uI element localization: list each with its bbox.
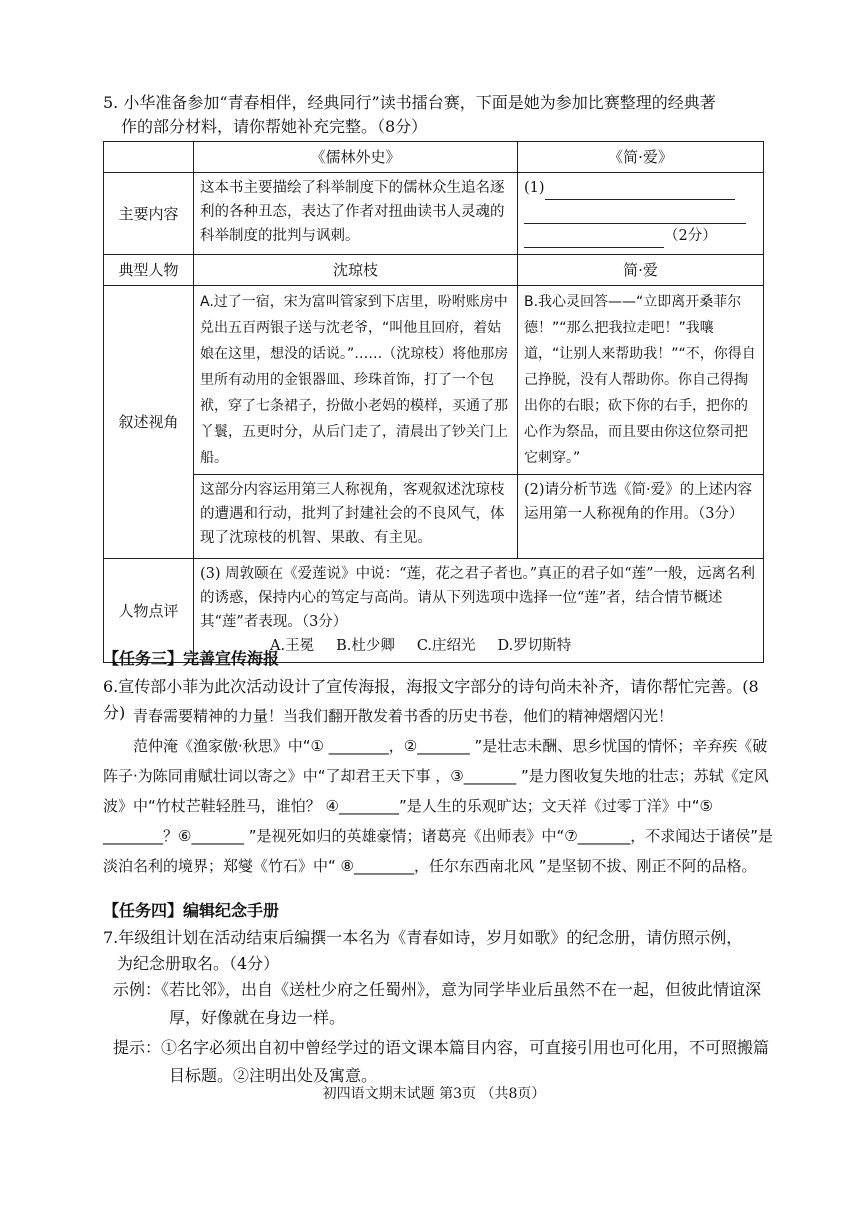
option-c[interactable]: C.庄绍光 <box>416 638 476 654</box>
header-jane-eyre: 《简·爱》 <box>518 142 764 173</box>
task-4-heading: 【任务四】编辑纪念手册 <box>103 901 280 920</box>
book-comparison-table <box>103 141 764 663</box>
question-6-poster-text[interactable] <box>103 701 773 881</box>
main-content-rulin: 这本书主要描绘了科举制度下的儒林众生追名逐利的各种丑态，表达了作者对扭曲读书人灵魂的科举制度的批判与讽刺。 <box>194 173 518 255</box>
question-7-guidance <box>113 976 773 1090</box>
label-typical-person: 典型人物 <box>104 255 194 286</box>
passage-a: A.过了一宿，宋为富叫管家到下店里，吩咐账房中兑出五百两银子送与沈老爷，“叫他且回府，着姑娘在这里，想没的话说。”……（沈琼枝）将他那房里所有动用的金银器皿、珍珠首饰，打了一个包袱，穿了七条裙子，扮做小老妈的模样，买通了那丫鬟，五更时分，从后门走了，清晨出了钞关门上船。 <box>194 286 518 475</box>
person-jane-eyre: 简·爱 <box>518 255 764 286</box>
table-corner-cell <box>104 142 194 173</box>
option-b[interactable]: B.杜少卿 <box>336 638 395 654</box>
option-d[interactable]: D.罗切斯特 <box>497 638 572 654</box>
question-5-stem <box>103 91 803 139</box>
page-footer: 初四语文期末试题 第3页 （共8页） <box>322 1086 546 1102</box>
poster-poem-blanks[interactable]: 范仲淹《渔家傲·秋思》中“① ________，②_______ ”是壮志未酬、思乡忧国的情怀；辛弃疾《破阵子·为陈同甫赋壮词以寄之》中“了却君王天下事 ，③_______ ”是力图收复失地的壮志；苏轼《定风波》中“竹杖芒鞋轻胜马，谁怕？ ④________”是人生的乐观旷达；文天祥《过零丁洋》中“⑤ ________？⑥_______ ”是视死如归的英雄豪情；诸葛亮《出师表》中“⑦_______，不求闻达于诸侯”是淡泊名利的境界；郑燮《竹石》中“ ⑧________，任尔东西南北风 ”是坚韧不拔、刚正不阿的品格。 <box>103 737 773 875</box>
question-5-line2: 作的部分材料，请你帮她补充完整。（8分） <box>121 117 428 136</box>
comment-options <box>200 634 757 658</box>
option-a[interactable]: A.王冕 <box>270 638 315 654</box>
question-7-line1: 7.年级组计划在活动结束后编撰一本名为《青春如诗，岁月如歌》的纪念册，请仿照示例， <box>103 928 743 947</box>
blank-1-score: （2分） <box>664 228 717 244</box>
comment-question: (3) 周敦颐在《爱莲说》中说：“莲，花之君子者也。”真正的君子如“莲”一般，远离名利的诱惑，保持内心的笃定与高尚。请从下列选项中选择一位“莲”者，结合情节概述其“莲”者表现。（3分） <box>200 566 756 630</box>
header-rulin: 《儒林外史》 <box>194 142 518 173</box>
example-text: 示例：《若比邻》，出自《送杜少府之任蜀州》，意为同学毕业后虽然不在一起，但彼此情谊深厚，好像就在身边一样。 <box>113 980 762 1027</box>
task-3-heading: 【任务三】完善宣传海报 <box>103 649 280 668</box>
label-character-comment: 人物点评 <box>104 559 194 663</box>
label-narrative-view: 叙述视角 <box>104 286 194 559</box>
question-7-line2: 为纪念册取名。（4分） <box>117 954 280 973</box>
passage-b: B.我心灵回答——“立即离开桑菲尔德！”“那么把我拉走吧！”我嚷道，“让别人来帮助我！”“不，你得自己挣脱，没有人帮助你。你自己得掏出你的右眼；砍下你的右手，把你的心作为祭品，而且要由你这位祭司把它刺穿。” <box>518 286 764 475</box>
label-main-content: 主要内容 <box>104 173 194 255</box>
question-6-stem: 6.宣传部小菲为此次活动设计了宣传海报，海报文字部分的诗句尚未补齐，请你帮忙完善。(8分) <box>103 677 759 722</box>
poster-intro: 青春需要精神的力量！当我们翻开散发着书香的历史书卷，他们的精神熠熠闪光！ <box>133 707 674 725</box>
person-shen-qiongzhi: 沈琼枝 <box>194 255 518 286</box>
view-question-b[interactable]: (2)请分析节选《简·爱》的上述内容运用第一人称视角的作用。（3分） <box>518 475 764 559</box>
main-content-jane-blank[interactable] <box>518 173 764 255</box>
question-5-line1: 5. 小华准备参加“青春相伴，经典同行”读书擂台赛，下面是她为参加比赛整理的经典著 <box>103 93 716 112</box>
question-7-stem <box>103 925 773 977</box>
view-analysis-a: 这部分内容运用第三人称视角，客观叙述沈琼枝的遭遇和行动，批判了封建社会的不良风气，体现了沈琼枝的机智、果敢、有主见。 <box>194 475 518 559</box>
blank-1-number: (1) <box>524 180 545 196</box>
hint-text: 提示：①名字必须出自初中曾经学过的语文课本篇目内容，可直接引用也可化用，不可照搬篇目标题。②注明出处及寓意。 <box>113 1038 770 1085</box>
